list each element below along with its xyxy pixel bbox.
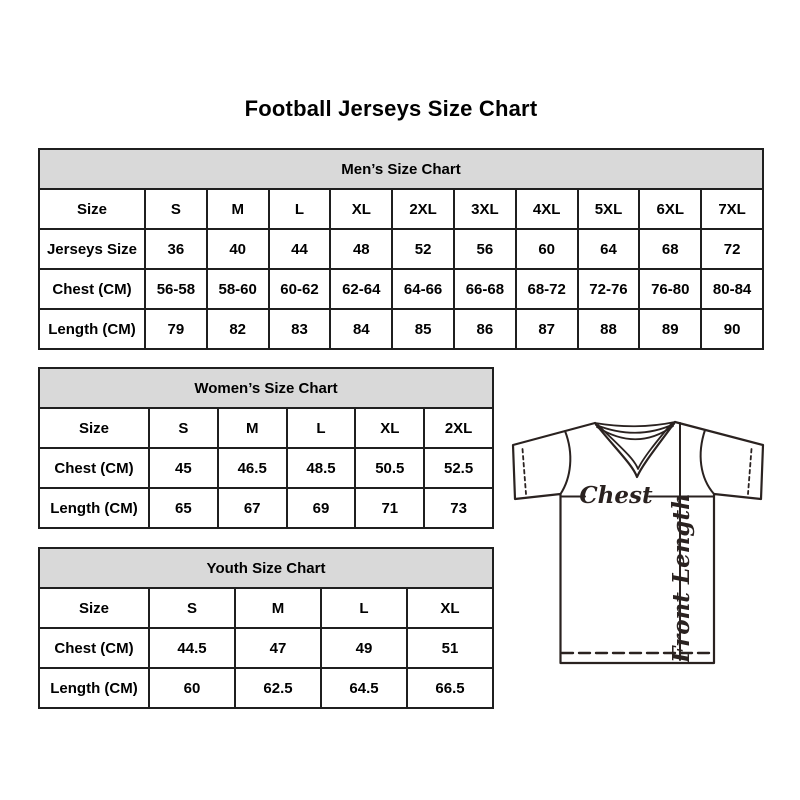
- table-row: [39, 448, 493, 488]
- size-value: 40: [207, 229, 269, 269]
- size-value: 48: [330, 229, 392, 269]
- size-value: XL: [355, 408, 424, 448]
- collar-top-arc: [595, 422, 675, 426]
- size-value: 49: [321, 628, 407, 668]
- size-value: L: [321, 588, 407, 628]
- table-title: Youth Size Chart: [39, 548, 493, 588]
- size-value: 47: [235, 628, 321, 668]
- size-value: 64.5: [321, 668, 407, 708]
- size-value: 56: [454, 229, 516, 269]
- row-label: Size: [39, 408, 149, 448]
- size-value: 88: [578, 309, 640, 349]
- size-value: 52.5: [424, 448, 493, 488]
- size-value: 66.5: [407, 668, 493, 708]
- size-value: 62.5: [235, 668, 321, 708]
- size-value: 86: [454, 309, 516, 349]
- size-value: 5XL: [578, 189, 640, 229]
- table-row: [39, 588, 493, 628]
- size-value: L: [269, 189, 331, 229]
- size-value: 69: [287, 488, 356, 528]
- cuff-dash-right: [748, 449, 752, 494]
- size-value: 87: [516, 309, 578, 349]
- size-value: 2XL: [392, 189, 454, 229]
- size-value: 89: [639, 309, 701, 349]
- size-value: 79: [145, 309, 207, 349]
- size-value: 3XL: [454, 189, 516, 229]
- row-label: Jerseys Size: [39, 229, 145, 269]
- table-row: [39, 229, 763, 269]
- size-value: 64-66: [392, 269, 454, 309]
- table-row: [39, 628, 493, 668]
- size-value: 85: [392, 309, 454, 349]
- size-value: 67: [218, 488, 287, 528]
- size-value: 68-72: [516, 269, 578, 309]
- row-label: Chest (CM): [39, 269, 145, 309]
- size-value: 44.5: [149, 628, 235, 668]
- page-title: Football Jerseys Size Chart: [244, 96, 538, 121]
- table-row: [39, 189, 763, 229]
- size-value: 68: [639, 229, 701, 269]
- row-label: Size: [39, 189, 145, 229]
- size-value: 58-60: [207, 269, 269, 309]
- size-value: 72-76: [578, 269, 640, 309]
- size-value: 4XL: [516, 189, 578, 229]
- mens-size-table: [38, 148, 764, 350]
- size-value: 83: [269, 309, 331, 349]
- size-value: 6XL: [639, 189, 701, 229]
- size-value: 64: [578, 229, 640, 269]
- table-header-row: [39, 149, 763, 189]
- table-title: Women’s Size Chart: [39, 368, 493, 408]
- table-row: [39, 668, 493, 708]
- size-value: 72: [701, 229, 763, 269]
- size-value: 46.5: [218, 448, 287, 488]
- size-value: S: [149, 588, 235, 628]
- size-value: XL: [407, 588, 493, 628]
- size-value: M: [218, 408, 287, 448]
- size-value: 65: [149, 488, 218, 528]
- size-value: 7XL: [701, 189, 763, 229]
- size-value: 52: [392, 229, 454, 269]
- table-row: [39, 309, 763, 349]
- armhole-left: [561, 431, 571, 494]
- size-value: 73: [424, 488, 493, 528]
- size-value: 2XL: [424, 408, 493, 448]
- womens-size-table: [38, 367, 494, 529]
- youth-size-table: [38, 547, 494, 709]
- size-value: 44: [269, 229, 331, 269]
- size-value: 56-58: [145, 269, 207, 309]
- cuff-dash-left: [523, 449, 527, 494]
- table-title: Men’s Size Chart: [39, 149, 763, 189]
- size-value: 50.5: [355, 448, 424, 488]
- size-value: 90: [701, 309, 763, 349]
- collar-outer-v: [595, 422, 675, 477]
- size-value: 60-62: [269, 269, 331, 309]
- row-label: Length (CM): [39, 488, 149, 528]
- row-label: Size: [39, 588, 149, 628]
- table-row: [39, 408, 493, 448]
- size-value: 36: [145, 229, 207, 269]
- armhole-right: [701, 430, 714, 494]
- size-value: 71: [355, 488, 424, 528]
- size-value: 76-80: [639, 269, 701, 309]
- table-header-row: [39, 368, 493, 408]
- row-label: Chest (CM): [39, 448, 149, 488]
- jersey-outline: [513, 422, 763, 663]
- row-label: Length (CM): [39, 309, 145, 349]
- size-value: 60: [516, 229, 578, 269]
- jersey-diagram: [505, 410, 787, 666]
- table-header-row: [39, 548, 493, 588]
- chest-label: Chest: [579, 482, 653, 509]
- size-value: L: [287, 408, 356, 448]
- size-value: S: [145, 189, 207, 229]
- size-value: 82: [207, 309, 269, 349]
- row-label: Length (CM): [39, 668, 149, 708]
- size-value: 51: [407, 628, 493, 668]
- front-length-label: Front Length: [668, 493, 695, 663]
- size-value: 48.5: [287, 448, 356, 488]
- table-row: [39, 269, 763, 309]
- size-value: 62-64: [330, 269, 392, 309]
- size-value: S: [149, 408, 218, 448]
- size-value: XL: [330, 189, 392, 229]
- size-value: 45: [149, 448, 218, 488]
- size-value: 84: [330, 309, 392, 349]
- table-row: [39, 488, 493, 528]
- size-value: 66-68: [454, 269, 516, 309]
- size-value: M: [207, 189, 269, 229]
- size-value: 80-84: [701, 269, 763, 309]
- row-label: Chest (CM): [39, 628, 149, 668]
- size-value: M: [235, 588, 321, 628]
- size-value: 60: [149, 668, 235, 708]
